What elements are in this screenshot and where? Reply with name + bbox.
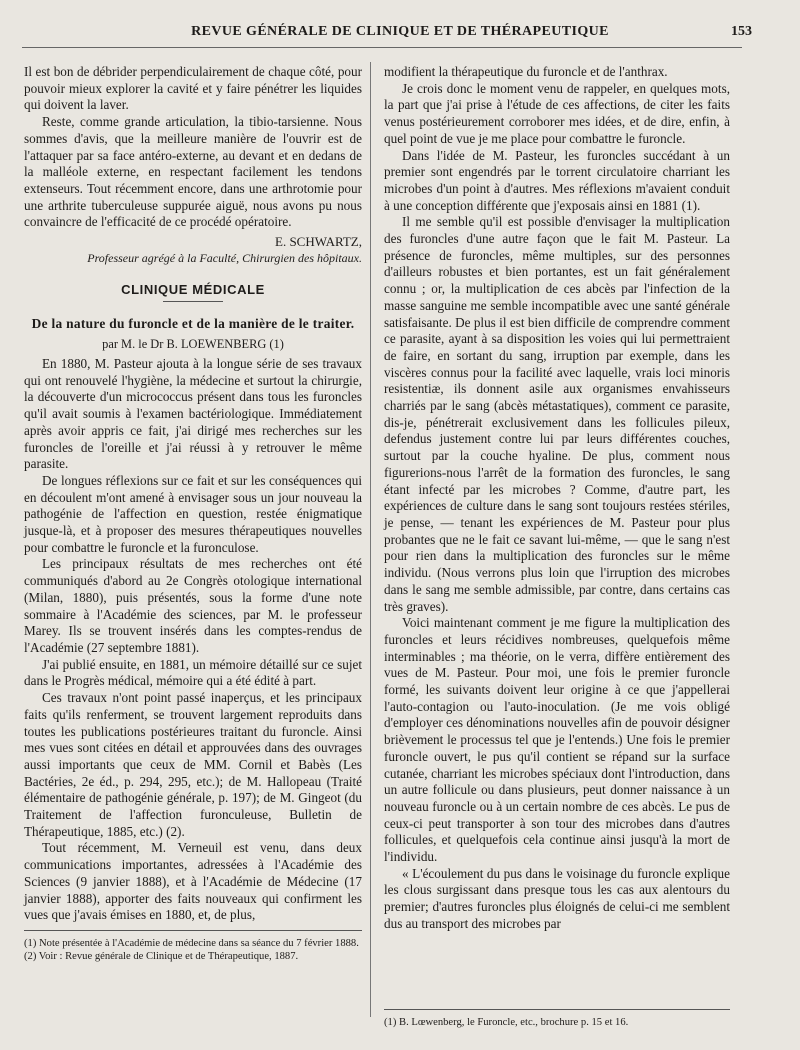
body-paragraph: Tout récemment, M. Verneuil est venu, dans deux communications importantes, adressées à l'Académie des Sciences (9 janvier 1888), et à l'Académie de Médecine (17 janvier 1888), apporter des faits nouveaux qui confirment les vues que j'avais émises en 1880, et, de plus,: [24, 840, 362, 923]
article-title: De la nature du furoncle et de la manière de le traiter.: [31, 316, 355, 332]
column-divider: [370, 62, 371, 1017]
body-paragraph: De longues réflexions sur ce fait et sur les conséquences qui en découlent m'ont amené à envisager sous un jour nouveau la pathogénie de l'affection en question, restée énigmatique jusque-là, et à proposer des mesures thérapeutiques nouvelles pour combattre le furoncle et la furonculose.: [24, 472, 362, 555]
body-paragraph: « L'écoulement du pus dans le voisinage du furoncle explique les clous surgissant dans presque tous les cas aux alentours du premier; d'autres furoncles plus éloignés de celui-ci me semblent dus au transport des microbes par: [384, 865, 730, 931]
page-number: 153: [731, 24, 752, 39]
footnote-rule: [384, 1009, 730, 1010]
running-title: REVUE GÉNÉRALE DE CLINIQUE ET DE THÉRAPEUTIQUE: [191, 24, 609, 39]
body-paragraph: Voici maintenant comment je me figure la multiplication des furoncles et leurs récidives nombreuses, quelquefois même interminables ; ma théorie, on le verra, diffère entièrement des vues de M. Pasteur. Pour moi, une fois le premier furoncle formé, les suivants doivent leur origine à ce que j'appellerai l'auto-contagion ou l'auto-inoculation. (Je me vois obligé d'employer ces dénominations nouvelles afin de pouvoir désigner brièvement le processus tel que je l'entends.) Une fois le premier furoncle ouvert, le pus qu'il contient se répand sur la surface cutanée, charriant les microbes spéciaux dont l'introduction, dans un autre follicule ou dans plusieurs, peut donner naissance à un nouveau furoncle ou à un certain nombre de ces abcès. Le pus de ceux-ci peut transporter à son tour des microbes dans d'autres follicules, et quelquefois cela continue ainsi jusqu'à la mort de l'individu.: [384, 615, 730, 865]
left-footnotes: [24, 930, 362, 963]
footnote-rule: [24, 930, 362, 931]
body-paragraph: En 1880, M. Pasteur ajouta à la longue série de ses travaux qui ont renouvelé l'hygiène, la médecine et surtout la chirurgie, la découverte d'un micrococcus présent dans tous les furoncles qu'il avait soumis à l'examen bactériologique. Immédiatement après avoir appris ce fait, j'ai dirigé mes recherches sur les furoncles de l'oreille et j'ai réussi à y retrouver le même parasite.: [24, 356, 362, 472]
header-rule: [22, 47, 742, 48]
footnote: (1) Note présentée à l'Académie de médecine dans sa séance du 7 février 1888.: [24, 937, 359, 949]
body-paragraph: J'ai publié ensuite, en 1881, un mémoire détaillé sur ce sujet dans le Progrès médical, mémoire qui a été édité à part.: [24, 656, 362, 689]
body-paragraph: Les principaux résultats de mes recherches ont été communiqués d'abord au 2e Congrès otologique international (Milan, 1880), puis présentés, sous la forme d'une note sommaire à l'Académie des sciences, par M. le professeur Marey. Ils se trouvent insérés dans les comptes-rendus de l'Académie (27 septembre 1881).: [24, 556, 362, 655]
body-paragraph: modifient la thérapeutique du furoncle et de l'anthrax.: [384, 64, 668, 79]
prev-article-paragraph: Il est bon de débrider perpendiculairement de chaque côté, pour pouvoir mieux explorer la cavité et y faire pénétrer les liquides qui doivent la laver.: [24, 64, 362, 113]
body-paragraph: Dans l'idée de M. Pasteur, les furoncles succédant à un premier sont engendrés par le torrent circulatoire charriant les microbes d'un point à d'autres. Mes réflexions m'avaient conduit à une conception différente que j'exposais ainsi en 1881 (1).: [384, 147, 730, 213]
prev-article-paragraph: Reste, comme grande articulation, la tibio-tarsienne. Nous sommes d'avis, que la meilleure manière de l'ouvrir est de l'attaquer par sa face antéro-externe, au devant et en dedans de la malléole externe, en respectant facilement les tendons extenseurs. Tout récemment encore, dans une arthrotomie pour une arthrite tuberculeuse suppurée aiguë, nous avons pu nous convaincre de l'efficacité de ce procédé opératoire.: [24, 114, 362, 230]
footnote: (2) Voir : Revue générale de Clinique et de Thérapeutique, 1887.: [24, 950, 299, 962]
left-column: [24, 64, 362, 963]
footnote: (1) B. Lœwenberg, le Furoncle, etc., brochure p. 15 et 16.: [384, 1017, 629, 1028]
signature-name: E. SCHWARTZ,: [275, 234, 362, 250]
page-header: [0, 20, 800, 48]
body-paragraph: Ces travaux n'ont point passé inaperçus, et les principaux faits qu'ils renferment, se trouvent largement reproduits dans toutes les publications postérieures traitant du furoncle. Ainsi mes vues sont citées en détail et approuvées dans des ouvrages aussi importants que ceux de MM. Cornil et Babès (Les Bactéries, 2e éd., p. 294, 295, etc.); de M. Hallopeau (Traité élémentaire de pathogénie générale, p. 197); de M. Gingeot (du Traitement de l'affection furonculeuse, Bulletin de Thérapeutique, 1885, etc.) (2).: [24, 690, 362, 839]
body-paragraph: Je crois donc le moment venu de rappeler, en quelques mots, la part que j'ai prise à l'étude de ces affections, de citer les faits venus postérieurement corroborer mes idées, et de dire, enfin, à quel point de vue je me place pour combattre le furoncle.: [384, 80, 730, 146]
section-heading: CLINIQUE MÉDICALE: [121, 282, 265, 298]
byline: par M. le Dr B. LOEWENBERG (1): [102, 337, 284, 352]
signature-role: Professeur agrégé à la Faculté, Chirurgien des hôpitaux.: [87, 251, 362, 266]
body-paragraph: Il me semble qu'il est possible d'envisager la multiplication des furoncles d'une autre façon que le fait M. Pasteur. La présence de furoncles, même multiples, sur des personnes d'ailleurs robustes et bien portantes, est un fait généralement connu ; or, la multiplication de ces abcès par l'infection de la masse sanguine me semble incompatible avec une santé générale satisfaisante. De plus il est bien difficile de comprendre comment ce parasite, ayant à sa disposition les voies qui lui permettraient de faire, en sortant du sang, irruption par exemple, dans les viscères connus pour la facilité avec laquelle, vrais loci minoris resistentiæ, ils donnent asile aux organismes envahisseurs charriés par le sang (abcès métastatiques), comment ce parasite, dis-je, pénétrerait exclusivement dans les follicules pileux, defendus justement contre lui par leurs différentes couches, surtout par la couche hyaline. De plus, comment nous figurerions-nous l'arrêt de la formation des furoncles, le sang étant infecté par les microbes ? Comme, d'autre part, les expériences de culture dans le sang sont toujours restées stériles, je pense, — tenant les expériences de M. Pasteur pour plus probantes que ne le fait ce savant lui-même, — que le sang n'est pour rien dans la multiplication des furoncles sur le même individu. (Nous verrons plus loin que l'irruption des microbes dans le sang me semble admissible, par contre, dans certains cas très graves).: [384, 214, 730, 614]
right-footnotes: [384, 1003, 730, 1029]
right-column: [384, 64, 730, 933]
section-rule: [163, 301, 223, 302]
